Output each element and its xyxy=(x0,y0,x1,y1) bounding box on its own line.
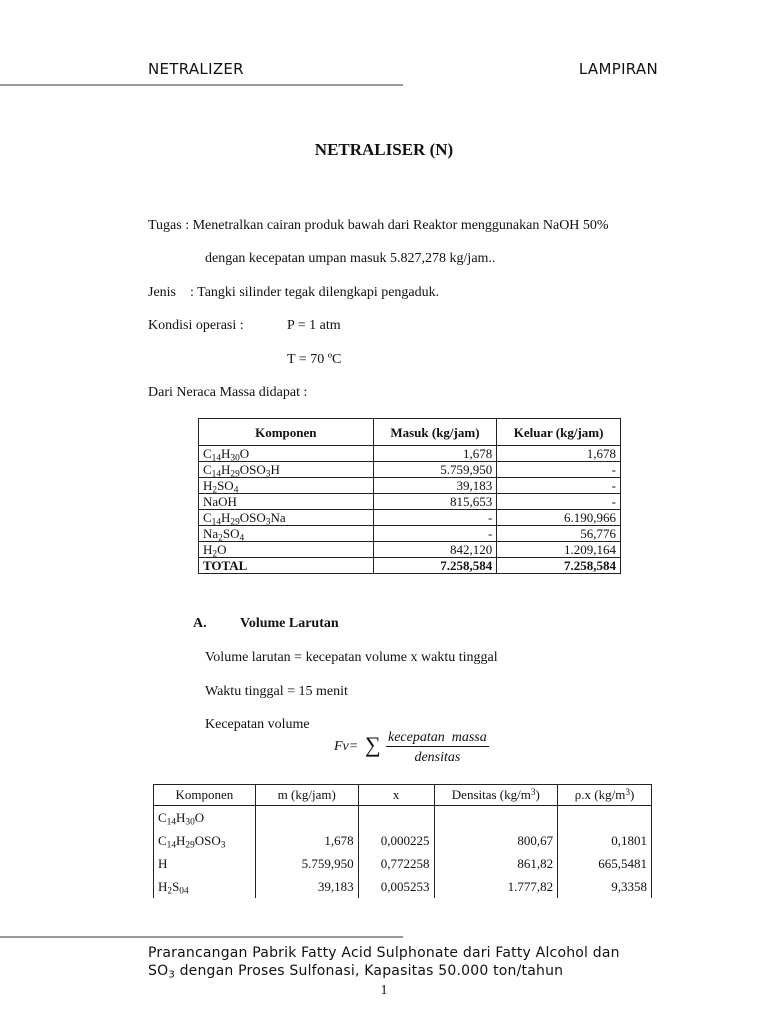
page-title: NETRALISER (N) xyxy=(314,140,454,159)
fraction-cell xyxy=(358,806,434,830)
table-row xyxy=(199,494,621,510)
table-row xyxy=(199,510,621,526)
mass-cell: 39,183 xyxy=(255,875,358,898)
masuk-cell: 815,653 xyxy=(373,494,497,510)
table-row xyxy=(154,852,652,875)
keluar-cell: 1.209,164 xyxy=(497,542,621,558)
total-keluar: 7.258,584 xyxy=(497,558,621,574)
komponen-cell: $C_{14}H_{29}OSO_3$ xyxy=(154,829,256,852)
fraction-cell: 0,005253 xyxy=(358,875,434,898)
table-row xyxy=(154,806,652,830)
keluar-cell: 1,678 xyxy=(497,446,621,462)
column-header: ρ.x $(kg/m^3)$ xyxy=(558,785,652,806)
kondisi-temperature: T = 70 ºC xyxy=(287,352,342,367)
masuk-cell: 1,678 xyxy=(373,446,497,462)
total-label: TOTAL xyxy=(199,558,374,574)
komponen-cell: NaOH xyxy=(199,494,374,510)
footer-line-2: $SO_3$ dengan Proses Sulfonasi, Kapasitas 50.000 ton/tahun xyxy=(148,963,564,981)
komponen-cell: $H_2O$ xyxy=(199,542,374,558)
komponen-cell: $C_{14}H_{29}OSO_3Na$ xyxy=(199,510,374,526)
keluar-cell: - xyxy=(497,478,621,494)
table-row xyxy=(199,446,621,462)
tugas-line-2: dengan kecepatan umpan masuk 5.827,278 kg/jam.. xyxy=(205,251,496,266)
masuk-cell: 842,120 xyxy=(373,542,497,558)
masuk-cell: 39,183 xyxy=(373,478,497,494)
density-cell: 1.777,82 xyxy=(434,875,558,898)
section-title: Volume Larutan xyxy=(240,616,339,631)
table-row xyxy=(199,478,621,494)
table-row xyxy=(199,542,621,558)
fraction-cell: 0,000225 xyxy=(358,829,434,852)
sigma-symbol: ∑ xyxy=(365,732,381,757)
density-cell: 800,67 xyxy=(434,829,558,852)
mass-cell: 1,678 xyxy=(255,829,358,852)
keluar-cell: 6.190,966 xyxy=(497,510,621,526)
formula-numerator: kecepatan massa xyxy=(388,730,487,745)
table-row xyxy=(199,526,621,542)
section-number: A. xyxy=(193,616,207,631)
formula-denominator: densitas xyxy=(414,750,461,765)
total-row xyxy=(199,558,621,574)
masuk-cell: - xyxy=(373,510,497,526)
table-row xyxy=(154,875,652,898)
column-header: m (kg/jam) xyxy=(255,785,358,806)
volume-line-2: Waktu tinggal = 15 menit xyxy=(205,684,348,699)
komponen-cell: $C_{14}H_{29}OSO_3H$ xyxy=(199,462,374,478)
formula-lhs: Fv= xyxy=(334,739,359,754)
keluar-cell: - xyxy=(497,462,621,478)
kondisi-label: Kondisi operasi : xyxy=(148,318,244,333)
tugas-line-1: Tugas : Menetralkan cairan produk bawah dari Reaktor menggunakan NaOH 50% xyxy=(148,218,609,233)
masuk-cell: 5.759,950 xyxy=(373,462,497,478)
volume-line-1: Volume larutan = kecepatan volume x waktu tinggal xyxy=(205,650,498,665)
keluar-cell: 56,776 xyxy=(497,526,621,542)
table-header-row xyxy=(199,419,621,446)
rho-x-cell: 665,5481 xyxy=(558,852,652,875)
komponen-cell: $H_2SO_4$ xyxy=(199,478,374,494)
mass-balance-table xyxy=(198,418,621,574)
column-header: Komponen xyxy=(154,785,256,806)
column-header: Masuk (kg/jam) xyxy=(373,419,497,446)
column-header: Densitas $(kg/m^3)$ xyxy=(434,785,558,806)
page-number: 1 xyxy=(380,983,388,998)
header-right: LAMPIRAN xyxy=(578,60,658,78)
komponen-cell: $Na_2SO_4$ xyxy=(199,526,374,542)
density-cell: 861,82 xyxy=(434,852,558,875)
mass-cell: 5.759,950 xyxy=(255,852,358,875)
jenis-line: Jenis : Tangki silinder tegak dilengkapi pengaduk. xyxy=(148,285,440,300)
table-row xyxy=(199,462,621,478)
footer-rule xyxy=(0,936,403,938)
rho-x-cell: 0,1801 xyxy=(558,829,652,852)
density-table xyxy=(153,784,652,898)
komponen-cell: $C_{14}H_{30}O$ xyxy=(199,446,374,462)
density-cell xyxy=(434,806,558,830)
total-masuk: 7.258,584 xyxy=(373,558,497,574)
komponen-cell: $C_{14}H_{30}O$ xyxy=(154,806,256,830)
header-left: NETRALIZER xyxy=(148,60,244,78)
komponen-cell: $H_2S_{04}$ xyxy=(154,875,256,898)
header-rule xyxy=(0,84,403,86)
footer-line-1: Prarancangan Pabrik Fatty Acid Sulphonate dari Fatty Alcohol dan xyxy=(148,945,620,961)
rho-x-cell xyxy=(558,806,652,830)
mass-cell xyxy=(255,806,358,830)
table-row xyxy=(154,829,652,852)
formula-fraction xyxy=(386,730,489,766)
kondisi-pressure: P = 1 atm xyxy=(287,318,341,333)
column-header: x xyxy=(358,785,434,806)
komponen-cell: H xyxy=(154,852,256,875)
volume-line-3: Kecepatan volume xyxy=(205,717,310,732)
column-header: Keluar (kg/jam) xyxy=(497,419,621,446)
masuk-cell: - xyxy=(373,526,497,542)
fraction-cell: 0,772258 xyxy=(358,852,434,875)
column-header: Komponen xyxy=(199,419,374,446)
rho-x-cell: 9,3358 xyxy=(558,875,652,898)
neraca-intro: Dari Neraca Massa didapat : xyxy=(148,385,308,400)
keluar-cell: - xyxy=(497,494,621,510)
table-header-row xyxy=(154,785,652,806)
